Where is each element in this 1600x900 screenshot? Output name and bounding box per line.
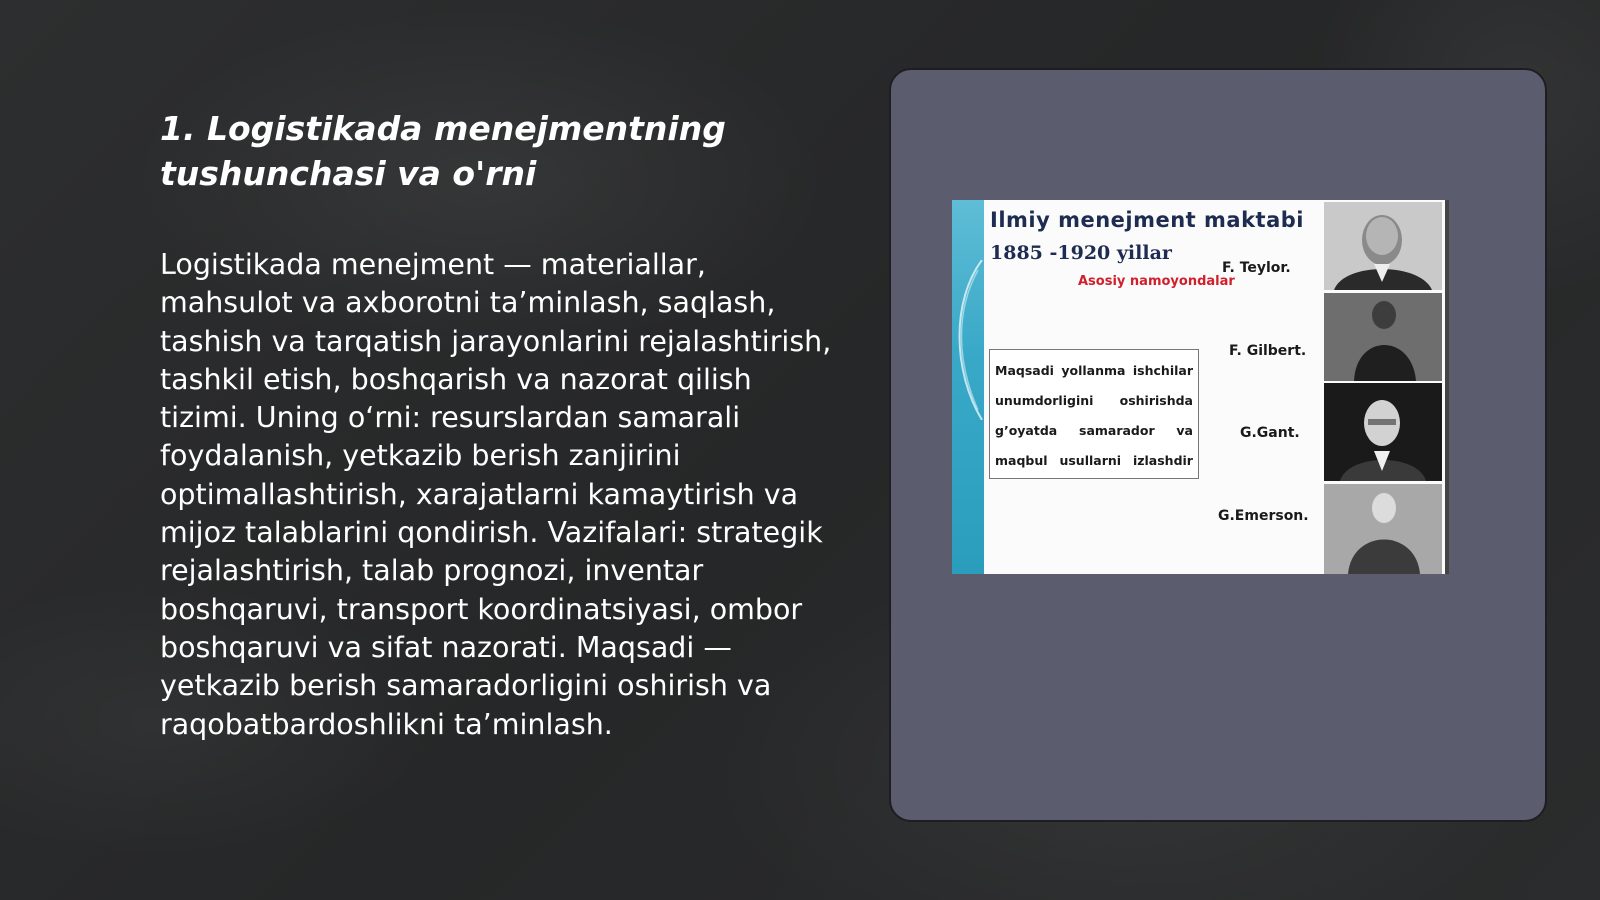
- person-portrait-icon: [1324, 484, 1442, 574]
- slide-title: 1. Logistikada menejmentning tushunchasi va o'rni: [160, 109, 726, 193]
- swirl-decoration: [952, 260, 984, 420]
- person-name-gilbreth: F. Gilbert.: [1229, 343, 1307, 359]
- portrait-photo: [1324, 202, 1442, 290]
- body-paragraph: Logistikada menejment — materiallar, mahsulot va axborotni ta’minlash, saqlash, tashish va tarqatish jarayonlarini rejalashtirish, tashkil etish, boshqarish va nazorat qilish tizimi. Uning o‘rni: resurslardan samarali foydalanish, yetkazib berish zanjirini optimallashtirish, xarajatlarni kamaytirish va mijoz talablarini qondirish. Vazifalari: strategik rejalashtirish, talab prognozi, inventar boshqaruvi, transport koordinatsiyasi, ombor boshqaruvi va sifat nazorati. Maqsadi — yetkazib berish samaradorligini oshirish va raqobatbardoshlikni ta’minlash.: [160, 248, 832, 741]
- embedded-slide-image: [952, 200, 1449, 574]
- person-name-gantt: G.Gant.: [1240, 425, 1300, 441]
- goal-box: [989, 349, 1199, 479]
- goal-line: unumdorligini oshirishda: [995, 393, 1193, 408]
- person-portrait-icon: [1324, 202, 1442, 290]
- person-name-taylor: F. Teylor.: [1222, 260, 1291, 276]
- embedded-years: 1885 -1920 yillar: [990, 242, 1172, 264]
- embedded-subtitle: Asosiy namoyondalar: [1078, 274, 1235, 289]
- person-portrait-icon: [1324, 383, 1442, 481]
- image-panel: [889, 68, 1547, 822]
- portrait-photo: [1324, 484, 1442, 574]
- goal-line: g’oyatda samarador va: [995, 423, 1193, 438]
- portrait-photo: [1324, 293, 1442, 381]
- embedded-heading: Ilmiy menejment maktabi: [990, 208, 1304, 232]
- person-portrait-icon: [1324, 293, 1442, 381]
- goal-line: maqbul usullarni izlashdir: [995, 453, 1193, 468]
- image-edge: [1445, 200, 1449, 574]
- goal-line: Maqsadi yollanma ishchilar: [995, 363, 1193, 378]
- portrait-photo: [1324, 383, 1442, 481]
- person-name-emerson: G.Emerson.: [1218, 508, 1309, 524]
